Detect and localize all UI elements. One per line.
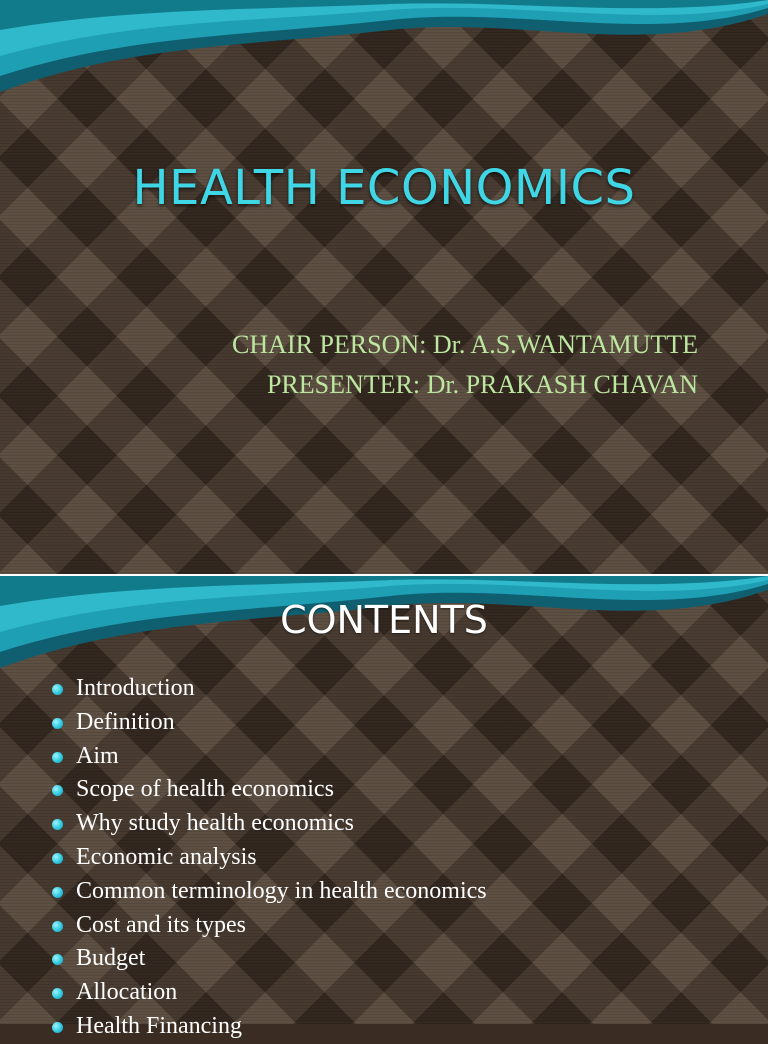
bullet-icon: [52, 684, 63, 695]
presentation-title: HEALTH ECONOMICS: [132, 160, 636, 216]
bullet-icon: [52, 785, 63, 796]
list-item: Cost and its types: [52, 909, 487, 943]
teal-wave-decoration: [0, 0, 768, 100]
list-item: Budget: [52, 942, 487, 976]
bullet-icon: [52, 988, 63, 999]
bullet-icon: [52, 853, 63, 864]
bullet-icon: [52, 887, 63, 898]
bullet-icon: [52, 921, 63, 932]
bullet-icon: [52, 718, 63, 729]
bullet-icon: [52, 819, 63, 830]
bullet-icon: [52, 1022, 63, 1033]
contents-list: [52, 672, 487, 1044]
list-item: Scope of health economics: [52, 773, 487, 807]
bullet-icon: [52, 954, 63, 965]
list-item: Health Financing: [52, 1010, 487, 1044]
list-item: Allocation: [52, 976, 487, 1010]
list-item: Aim: [52, 740, 487, 774]
contents-slide: [0, 576, 768, 1039]
contents-title: CONTENTS: [280, 598, 488, 642]
list-item: Economic analysis: [52, 841, 487, 875]
chair-person-line: CHAIR PERSON: Dr. A.S.WANTAMUTTE: [232, 330, 698, 359]
list-item: Common terminology in health economics: [52, 875, 487, 909]
list-item: Introduction: [52, 672, 487, 706]
list-item: Why study health economics: [52, 807, 487, 841]
bullet-icon: [52, 752, 63, 763]
list-item: Definition: [52, 706, 487, 740]
presenter-line: PRESENTER: Dr. PRAKASH CHAVAN: [266, 370, 698, 399]
